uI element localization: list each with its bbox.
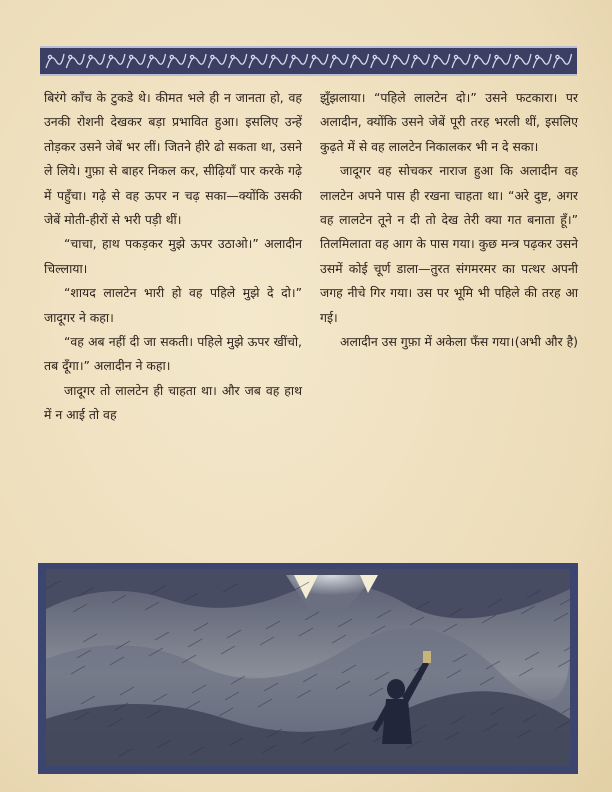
right-column (320, 86, 578, 354)
article-body (44, 86, 578, 550)
paragraph: “वह अब नहीं दी जा सकती। पहिले मुझे ऊपर खींचो, तब दूँगा।” अलादीन ने कहा। (44, 334, 302, 374)
paragraph: बिरंगे काँच के टुकडे थे। कीमत भले ही न जानता हो, वह उनकी रोशनी देखकर बड़ा प्रभावित हुआ। इसलिए उन्हें तोड़कर उसने जेबें भर लीं। जितने हीरे ढो सकता था, उसने ले लिये। गुफ़ा से बाहर निकल कर, सीढ़ियाँ पार करके गढ़े में पहुँचा। गढ़े से वह ऊपर न चढ़ सका—क्योंकि उसकी जेबें मोती-हीरों से भरी पड़ी थीं। (44, 90, 302, 228)
paragraph: जादूगर वह सोचकर नाराज हुआ कि अलादीन वह लालटेन अपने पास ही रखना चाहता था। “अरे दुष्ट, अगर वह लालटेन तूने न दी तो देख तेरी क्या गत बनाता हूँ।” तिलमिलाता वह आग के पास गया। कुछ मन्त्र पढ़कर उसने उसमें कोई चूर्ण डाला—तुरत संगमरमर का पत्थर अपनी जगह नीचे गिर गया। उस पर भूमि भी पहिले की तरह आ गई। (320, 163, 578, 325)
closing-line (320, 330, 578, 354)
closing-sentence: अलादीन उस गुफ़ा में अकेला फँस गया। (340, 334, 515, 350)
decorative-header-band (40, 46, 577, 76)
paragraph: झुँझलाया। “पहिले लालटेन दो।” उसने फटकारा। पर अलादीन, क्योंकि उसने जेबें पूरी तरह भरली थीं, इसलिए कुढ़ते में से वह लालटेन निकालकर भी न दे सका। (320, 90, 578, 154)
paragraph: “शायद लालटेन भारी हो वह पहिले मुझे दे दो।” जादूगर ने कहा। (44, 285, 302, 325)
continued-note: (अभी और है) (514, 334, 578, 350)
cave-scene-illustration (38, 563, 578, 774)
decorative-pattern-icon (40, 48, 573, 74)
cave-illustration-icon (46, 569, 570, 766)
paragraph: जादूगर तो लालटेन ही चाहता था। और जब वह हाथ में न आई तो वह (44, 382, 302, 423)
left-column (44, 86, 302, 428)
paragraph: “चाचा, हाथ पकड़कर मुझे ऊपर उठाओ।” अलादीन चिल्लाया। (44, 236, 302, 276)
